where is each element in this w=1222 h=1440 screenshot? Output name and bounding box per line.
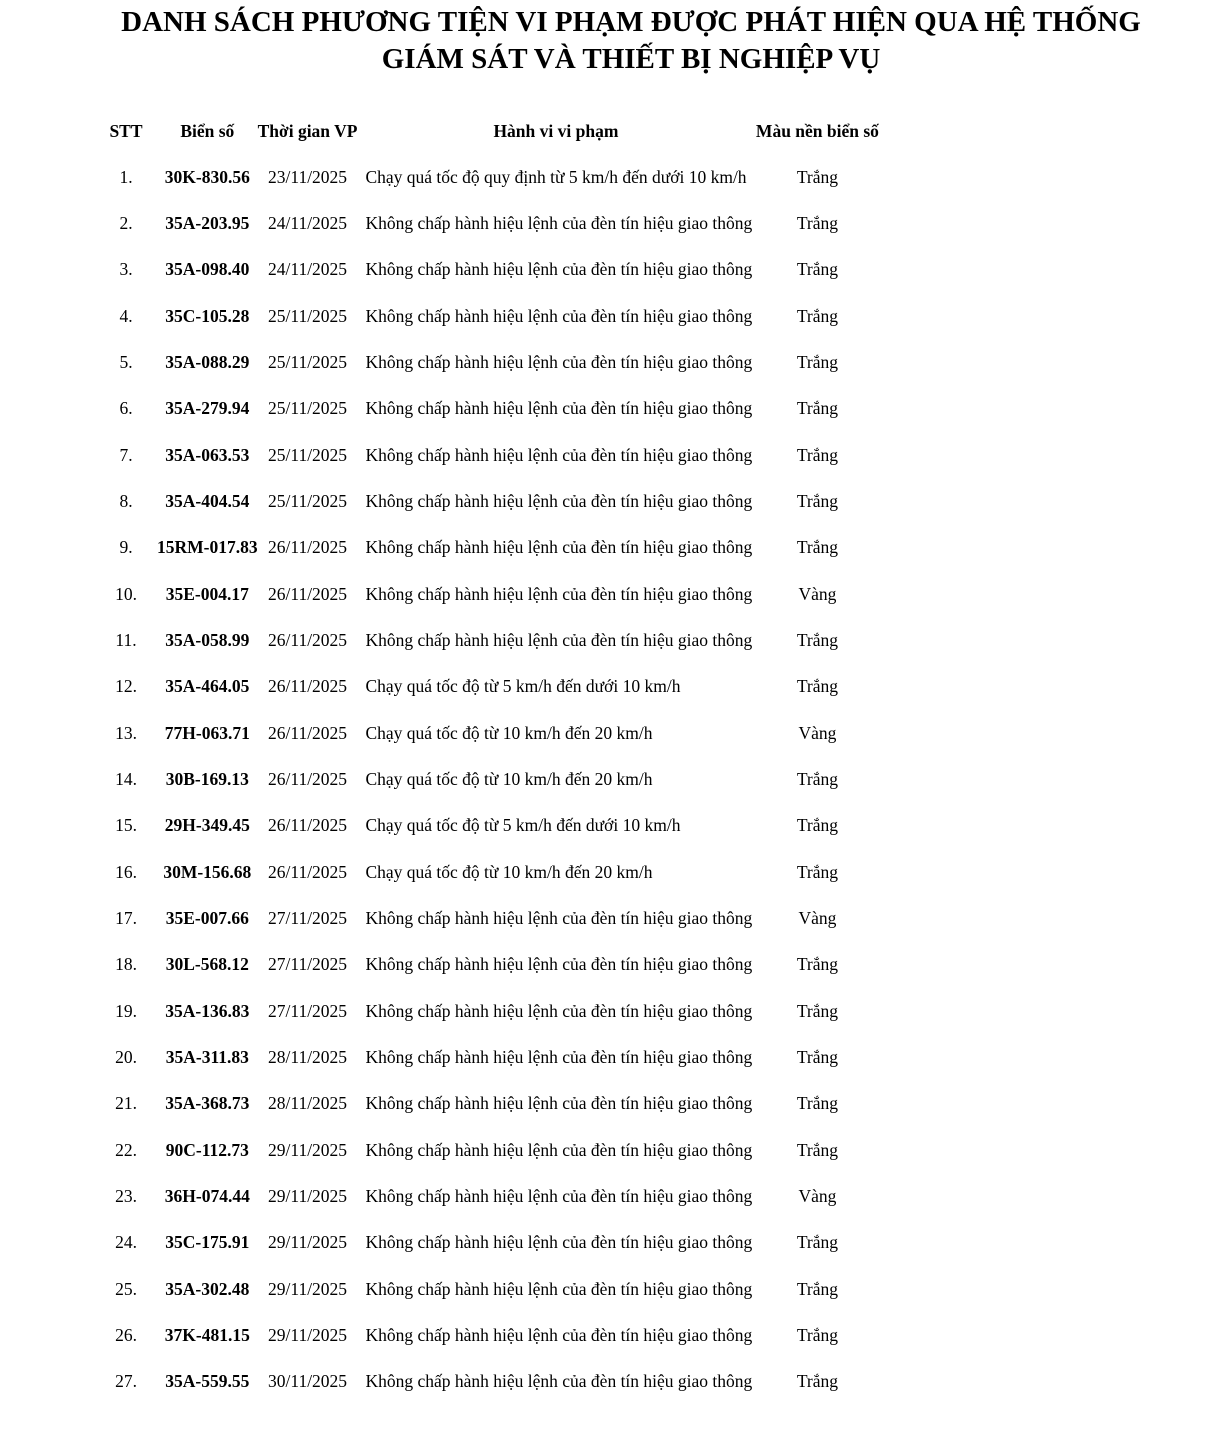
table-row — [95, 1173, 880, 1219]
date-cell: 29/11/2025 — [267, 1278, 348, 1299]
date-cell: 30/11/2025 — [267, 1371, 348, 1392]
table-header-row — [95, 108, 880, 154]
date-cell: 24/11/2025 — [267, 212, 348, 233]
date-cell: 26/11/2025 — [267, 583, 348, 604]
table-row — [95, 617, 880, 663]
plate-cell: 35A-368.73 — [165, 1093, 250, 1114]
date-cell: 28/11/2025 — [267, 1093, 348, 1114]
plate-cell: 35C-175.91 — [165, 1232, 250, 1253]
stt-cell: 18. — [115, 954, 137, 975]
stt-cell: 22. — [115, 1139, 137, 1160]
color-cell: Trắng — [796, 537, 839, 558]
table-row — [95, 1127, 880, 1173]
plate-cell: 30L-568.12 — [165, 954, 249, 975]
color-cell: Trắng — [796, 676, 839, 697]
date-cell: 25/11/2025 — [267, 351, 348, 372]
color-cell: Vàng — [798, 1185, 837, 1206]
stt-cell: 4. — [119, 305, 133, 326]
date-cell: 29/11/2025 — [267, 1232, 348, 1253]
color-cell: Trắng — [796, 1000, 839, 1021]
stt-cell: 27. — [115, 1371, 137, 1392]
violation-cell: Không chấp hành hiệu lệnh của đèn tín hiệu giao thông — [365, 1046, 753, 1067]
table-row — [95, 154, 880, 200]
violations-table — [95, 108, 880, 1405]
stt-cell: 3. — [119, 259, 133, 280]
color-cell: Vàng — [798, 722, 837, 743]
violation-cell: Chạy quá tốc độ từ 10 km/h đến 20 km/h — [365, 768, 653, 789]
stt-cell: 9. — [119, 537, 133, 558]
table-row — [95, 849, 880, 895]
violation-cell: Không chấp hành hiệu lệnh của đèn tín hiệu giao thông — [365, 954, 753, 975]
date-cell: 25/11/2025 — [267, 490, 348, 511]
table-row — [95, 1266, 880, 1312]
violation-cell: Không chấp hành hiệu lệnh của đèn tín hiệu giao thông — [365, 1000, 753, 1021]
stt-cell: 8. — [119, 490, 133, 511]
stt-cell: 12. — [115, 676, 137, 697]
color-cell: Trắng — [796, 861, 839, 882]
plate-cell: 30M-156.68 — [163, 861, 252, 882]
date-cell: 26/11/2025 — [267, 768, 348, 789]
violation-cell: Chạy quá tốc độ từ 10 km/h đến 20 km/h — [365, 722, 653, 743]
date-cell: 26/11/2025 — [267, 676, 348, 697]
violation-cell: Không chấp hành hiệu lệnh của đèn tín hiệu giao thông — [365, 398, 753, 419]
table-row — [95, 293, 880, 339]
table-row — [95, 1359, 880, 1405]
date-cell: 28/11/2025 — [267, 1046, 348, 1067]
plate-cell: 77H-063.71 — [164, 722, 250, 743]
plate-cell: 35A-088.29 — [165, 351, 250, 372]
violation-cell: Không chấp hành hiệu lệnh của đèn tín hiệu giao thông — [365, 1139, 753, 1160]
violation-cell: Không chấp hành hiệu lệnh của đèn tín hiệu giao thông — [365, 490, 753, 511]
violation-cell: Không chấp hành hiệu lệnh của đèn tín hiệu giao thông — [365, 583, 753, 604]
stt-cell: 7. — [119, 444, 133, 465]
column-header-color: Màu nền biển số — [755, 120, 879, 141]
stt-cell: 10. — [115, 583, 137, 604]
stt-cell: 13. — [115, 722, 137, 743]
table-row — [95, 895, 880, 941]
color-cell: Trắng — [796, 444, 839, 465]
violation-cell: Chạy quá tốc độ từ 5 km/h đến dưới 10 km/h — [365, 676, 681, 697]
date-cell: 26/11/2025 — [267, 537, 348, 558]
table-row — [95, 942, 880, 988]
plate-cell: 35A-559.55 — [165, 1371, 250, 1392]
page-title-line2: GIÁM SÁT VÀ THIẾT BỊ NGHIỆP VỤ — [381, 43, 881, 75]
column-header-violation: Hành vi vi phạm — [493, 120, 619, 141]
plate-cell: 30K-830.56 — [164, 166, 250, 187]
stt-cell: 26. — [115, 1324, 137, 1345]
plate-cell: 90C-112.73 — [165, 1139, 249, 1160]
table-row — [95, 1081, 880, 1127]
color-cell: Trắng — [796, 768, 839, 789]
table-row — [95, 432, 880, 478]
violation-cell: Không chấp hành hiệu lệnh của đèn tín hiệu giao thông — [365, 537, 753, 558]
table-row — [95, 1312, 880, 1358]
plate-cell: 35A-464.05 — [165, 676, 250, 697]
plate-cell: 35A-279.94 — [165, 398, 250, 419]
plate-cell: 29H-349.45 — [164, 815, 250, 836]
violation-cell: Không chấp hành hiệu lệnh của đèn tín hiệu giao thông — [365, 212, 753, 233]
plate-cell: 37K-481.15 — [164, 1324, 250, 1345]
table-row — [95, 339, 880, 385]
plate-cell: 30B-169.13 — [165, 768, 249, 789]
table-row — [95, 200, 880, 246]
date-cell: 23/11/2025 — [267, 166, 348, 187]
date-cell: 27/11/2025 — [267, 907, 348, 928]
date-cell: 29/11/2025 — [267, 1324, 348, 1345]
table-row — [95, 571, 880, 617]
date-cell: 26/11/2025 — [267, 815, 348, 836]
column-header-date: Thời gian VP — [257, 120, 358, 141]
color-cell: Trắng — [796, 166, 839, 187]
date-cell: 27/11/2025 — [267, 1000, 348, 1021]
violation-cell: Không chấp hành hiệu lệnh của đèn tín hiệu giao thông — [365, 629, 753, 650]
stt-cell: 24. — [115, 1232, 137, 1253]
color-cell: Vàng — [798, 907, 837, 928]
violation-cell: Chạy quá tốc độ từ 10 km/h đến 20 km/h — [365, 861, 653, 882]
violation-cell: Không chấp hành hiệu lệnh của đèn tín hiệu giao thông — [365, 259, 753, 280]
table-row — [95, 988, 880, 1034]
stt-cell: 21. — [115, 1093, 137, 1114]
table-row — [95, 386, 880, 432]
plate-cell: 35A-203.95 — [165, 212, 250, 233]
plate-cell: 15RM-017.83 — [157, 537, 258, 558]
table-row — [95, 247, 880, 293]
plate-cell: 35E-004.17 — [165, 583, 249, 604]
stt-cell: 14. — [115, 768, 137, 789]
violation-cell: Chạy quá tốc độ quy định từ 5 km/h đến dưới 10 km/h — [365, 166, 747, 187]
stt-cell: 17. — [115, 907, 137, 928]
stt-cell: 1. — [119, 166, 133, 187]
table-header — [95, 108, 880, 154]
color-cell: Trắng — [796, 1232, 839, 1253]
violation-cell: Không chấp hành hiệu lệnh của đèn tín hiệu giao thông — [365, 351, 753, 372]
stt-cell: 20. — [115, 1046, 137, 1067]
plate-cell: 35A-058.99 — [165, 629, 250, 650]
color-cell: Trắng — [796, 1139, 839, 1160]
violation-cell: Chạy quá tốc độ từ 5 km/h đến dưới 10 km/h — [365, 815, 681, 836]
date-cell: 29/11/2025 — [267, 1139, 348, 1160]
stt-cell: 19. — [115, 1000, 137, 1021]
stt-cell: 15. — [115, 815, 137, 836]
color-cell: Trắng — [796, 212, 839, 233]
color-cell: Trắng — [796, 490, 839, 511]
color-cell: Trắng — [796, 1046, 839, 1067]
date-cell: 26/11/2025 — [267, 861, 348, 882]
plate-cell: 35C-105.28 — [165, 305, 250, 326]
violation-cell: Không chấp hành hiệu lệnh của đèn tín hiệu giao thông — [365, 1278, 753, 1299]
date-cell: 25/11/2025 — [267, 305, 348, 326]
violation-cell: Không chấp hành hiệu lệnh của đèn tín hiệu giao thông — [365, 1093, 753, 1114]
color-cell: Trắng — [796, 629, 839, 650]
stt-cell: 11. — [115, 629, 137, 650]
violation-cell: Không chấp hành hiệu lệnh của đèn tín hiệu giao thông — [365, 1232, 753, 1253]
color-cell: Trắng — [796, 1371, 839, 1392]
violation-cell: Không chấp hành hiệu lệnh của đèn tín hiệu giao thông — [365, 305, 753, 326]
plate-cell: 35A-063.53 — [165, 444, 250, 465]
plate-cell: 35A-098.40 — [165, 259, 250, 280]
stt-cell: 16. — [115, 861, 137, 882]
stt-cell: 23. — [115, 1185, 137, 1206]
color-cell: Trắng — [796, 815, 839, 836]
plate-cell: 36H-074.44 — [164, 1185, 250, 1206]
plate-cell: 35A-311.83 — [165, 1046, 249, 1067]
stt-cell: 2. — [119, 212, 133, 233]
date-cell: 25/11/2025 — [267, 398, 348, 419]
color-cell: Trắng — [796, 305, 839, 326]
table-row — [95, 525, 880, 571]
page-title — [95, 4, 1167, 78]
plate-cell: 35A-404.54 — [165, 490, 250, 511]
table-row — [95, 803, 880, 849]
table-row — [95, 756, 880, 802]
page-title-line1: DANH SÁCH PHƯƠNG TIỆN VI PHẠM ĐƯỢC PHÁT HIỆN QUA HỆ THỐNG — [121, 6, 1141, 38]
date-cell: 27/11/2025 — [267, 954, 348, 975]
table-row — [95, 664, 880, 710]
table-row — [95, 1034, 880, 1080]
date-cell: 24/11/2025 — [267, 259, 348, 280]
table-row — [95, 478, 880, 524]
date-cell: 25/11/2025 — [267, 444, 348, 465]
violation-cell: Không chấp hành hiệu lệnh của đèn tín hiệu giao thông — [365, 1185, 753, 1206]
color-cell: Trắng — [796, 954, 839, 975]
stt-cell: 25. — [115, 1278, 137, 1299]
plate-cell: 35E-007.66 — [165, 907, 249, 928]
date-cell: 26/11/2025 — [267, 722, 348, 743]
violation-cell: Không chấp hành hiệu lệnh của đèn tín hiệu giao thông — [365, 1324, 753, 1345]
violation-cell: Không chấp hành hiệu lệnh của đèn tín hiệu giao thông — [365, 444, 753, 465]
column-header-stt: STT — [109, 120, 143, 141]
color-cell: Trắng — [796, 351, 839, 372]
color-cell: Trắng — [796, 1324, 839, 1345]
stt-cell: 6. — [119, 398, 133, 419]
color-cell: Trắng — [796, 398, 839, 419]
color-cell: Trắng — [796, 1278, 839, 1299]
color-cell: Trắng — [796, 1093, 839, 1114]
stt-cell: 5. — [119, 351, 133, 372]
violation-cell: Không chấp hành hiệu lệnh của đèn tín hiệu giao thông — [365, 907, 753, 928]
date-cell: 26/11/2025 — [267, 629, 348, 650]
table-row — [95, 710, 880, 756]
column-header-plate: Biển số — [180, 120, 235, 141]
table-row — [95, 1220, 880, 1266]
color-cell: Trắng — [796, 259, 839, 280]
color-cell: Vàng — [798, 583, 837, 604]
date-cell: 29/11/2025 — [267, 1185, 348, 1206]
table-body — [95, 154, 880, 1405]
plate-cell: 35A-302.48 — [165, 1278, 250, 1299]
violation-cell: Không chấp hành hiệu lệnh của đèn tín hiệu giao thông — [365, 1371, 753, 1392]
plate-cell: 35A-136.83 — [165, 1000, 250, 1021]
